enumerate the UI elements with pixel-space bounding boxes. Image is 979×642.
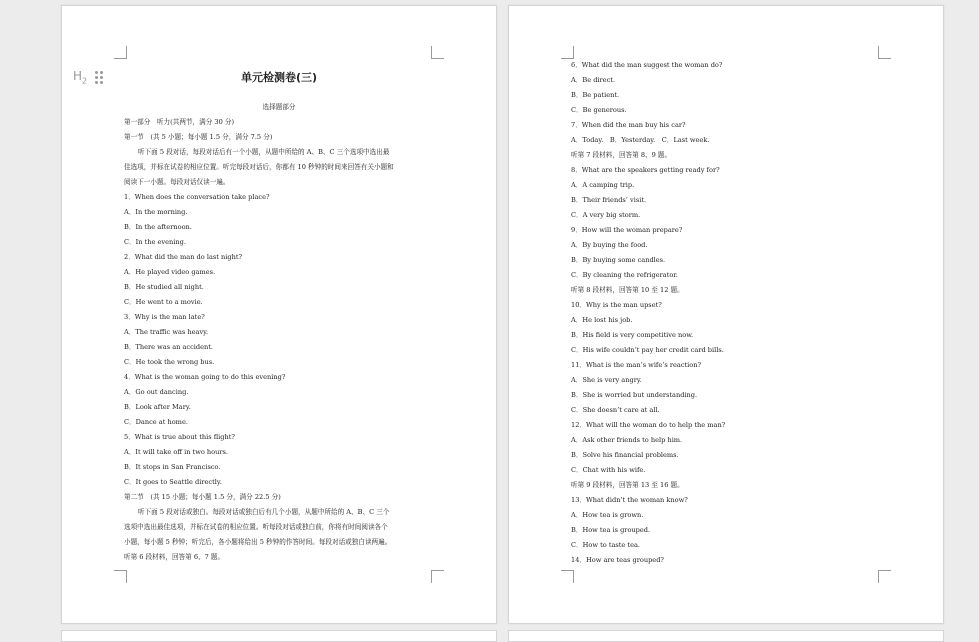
listening-material-note: 听第 9 段材料，回答第 13 至 16 题。 <box>571 481 684 489</box>
answer-option: A．Today. B．Yesterday. C．Last week. <box>571 136 710 144</box>
section-heading: 选择题部分 <box>262 103 296 111</box>
heading-level-icon[interactable] <box>73 69 87 85</box>
answer-option: B．She is worried but understanding. <box>571 391 698 399</box>
question: 2．What did the man do last night? <box>124 253 243 261</box>
document-page-3-top <box>61 630 497 642</box>
answer-option: A．A camping trip. <box>571 181 635 189</box>
answer-option: A．She is very angry. <box>571 376 642 384</box>
answer-option: A．In the morning. <box>124 208 188 216</box>
margin-corner-top-right <box>431 46 444 59</box>
answer-option: B．By buying some candles. <box>571 256 666 264</box>
instruction-text: 佳选项，并标在试卷的相应位置。听完每段对话后，你都有 10 秒钟的时间来回答有关小题和 <box>124 163 394 171</box>
question: 12．What will the woman do to help the man? <box>571 421 726 429</box>
section-two-heading: 第二节 (共 15 小题；每小题 1.5 分，满分 22.5 分) <box>124 493 281 501</box>
question: 5．What is true about this flight? <box>124 433 235 441</box>
answer-option: C．By cleaning the refrigerator. <box>571 271 678 279</box>
answer-option: C．Chat with his wife. <box>571 466 646 474</box>
question: 1．When does the conversation take place? <box>124 193 270 201</box>
margin-corner-bottom-right <box>431 570 444 583</box>
listening-material-note: 听第 8 段材料，回答第 10 至 12 题。 <box>571 286 684 294</box>
page-2-content[interactable] <box>571 58 881 568</box>
answer-option: B．In the afternoon. <box>124 223 192 231</box>
heading-level-number: 2 <box>82 76 88 86</box>
answer-option: A．Go out dancing. <box>124 388 189 396</box>
answer-option: A．How tea is grown. <box>571 511 644 519</box>
answer-option: B．Be patient. <box>571 91 620 99</box>
document-page-4-top <box>508 630 944 642</box>
margin-corner-bottom-left <box>114 570 127 583</box>
document-page-1 <box>61 5 497 624</box>
document-title: 单元检测卷(三) <box>240 71 318 84</box>
heading-marker-text: H <box>73 69 83 83</box>
answer-option: C．Dance at home. <box>124 418 188 426</box>
question: 4．What is the woman going to do this evening? <box>124 373 286 381</box>
answer-option: B．It stops in San Francisco. <box>124 463 221 471</box>
answer-option: C．A very big storm. <box>571 211 641 219</box>
question: 13．What didn’t the woman know? <box>571 496 688 504</box>
answer-option: A．Ask other friends to help him. <box>571 436 683 444</box>
answer-option: C．He took the wrong bus. <box>124 358 215 366</box>
answer-option: B．Look after Mary. <box>124 403 191 411</box>
part-heading: 第一部分 听力(共两节，满分 30 分) <box>124 118 235 126</box>
answer-option: C．Be generous. <box>571 106 627 114</box>
answer-option: C．His wife couldn’t pay her credit card bills. <box>571 346 724 354</box>
answer-option: B．How tea is grouped. <box>571 526 651 534</box>
instruction-text: 听下面 5 段对话或独白。每段对话或独白后有几个小题，从题中所给的 A、B、C 三个 <box>138 508 390 516</box>
answer-option: C．He went to a movie. <box>124 298 203 306</box>
answer-option: B．Solve his financial problems. <box>571 451 679 459</box>
margin-corner-bottom-right <box>878 570 891 583</box>
answer-option: A．Be direct. <box>571 76 616 84</box>
page-1-content[interactable] <box>124 68 434 565</box>
answer-option: B．His field is very competitive now. <box>571 331 694 339</box>
answer-option: B．There was an accident. <box>124 343 214 351</box>
question: 3．Why is the man late? <box>124 313 205 321</box>
instruction-text: 选项中选出最佳选项，并标在试卷的相应位置。听每段对话或独白前，你将有时间阅读各个 <box>124 523 388 531</box>
answer-option: C．It goes to Seattle directly. <box>124 478 222 486</box>
answer-option: A．He lost his job. <box>571 316 633 324</box>
question: 8．What are the speakers getting ready for? <box>571 166 720 174</box>
instruction-text: 阅读下一小题。每段对话仅读一遍。 <box>124 178 230 186</box>
answer-option: B．He studied all night. <box>124 283 204 291</box>
question: 7．When did the man buy his car? <box>571 121 686 129</box>
listening-material-note: 听第 6 段材料，回答第 6、7 题。 <box>124 553 225 561</box>
section-one-heading: 第一节 (共 5 小题；每小题 1.5 分，满分 7.5 分) <box>124 133 273 141</box>
listening-material-note: 听第 7 段材料，回答第 8、9 题。 <box>571 151 672 159</box>
answer-option: A．He played video games. <box>124 268 216 276</box>
answer-option: C．How to taste tea. <box>571 541 641 549</box>
answer-option: A．It will take off in two hours. <box>124 448 229 456</box>
question: 11．What is the man’s wife’s reaction? <box>571 361 702 369</box>
question: 10．Why is the man upset? <box>571 301 662 309</box>
drag-handle-icon[interactable] <box>95 71 103 85</box>
answer-option: A．By buying the food. <box>571 241 648 249</box>
question: 14．How are teas grouped? <box>571 556 664 564</box>
answer-option: B．Their friends’ visit. <box>571 196 647 204</box>
question: 6．What did the man suggest the woman do? <box>571 61 723 69</box>
answer-option: C．She doesn’t care at all. <box>571 406 660 414</box>
margin-corner-top-left <box>114 46 127 59</box>
answer-option: A．The traffic was heavy. <box>124 328 209 336</box>
question: 9．How will the woman prepare? <box>571 226 683 234</box>
instruction-text: 听下面 5 段对话，每段对话后有一个小题，从题中所给的 A、B、C 三个选项中选出最 <box>138 148 390 156</box>
answer-option: C．In the evening. <box>124 238 186 246</box>
margin-corner-bottom-left <box>561 570 574 583</box>
instruction-text: 小题，每小题 5 秒钟；听完后，各小题将给出 5 秒钟的作答时间。每段对话或独白读两遍。 <box>124 538 392 546</box>
document-page-2 <box>508 5 944 624</box>
